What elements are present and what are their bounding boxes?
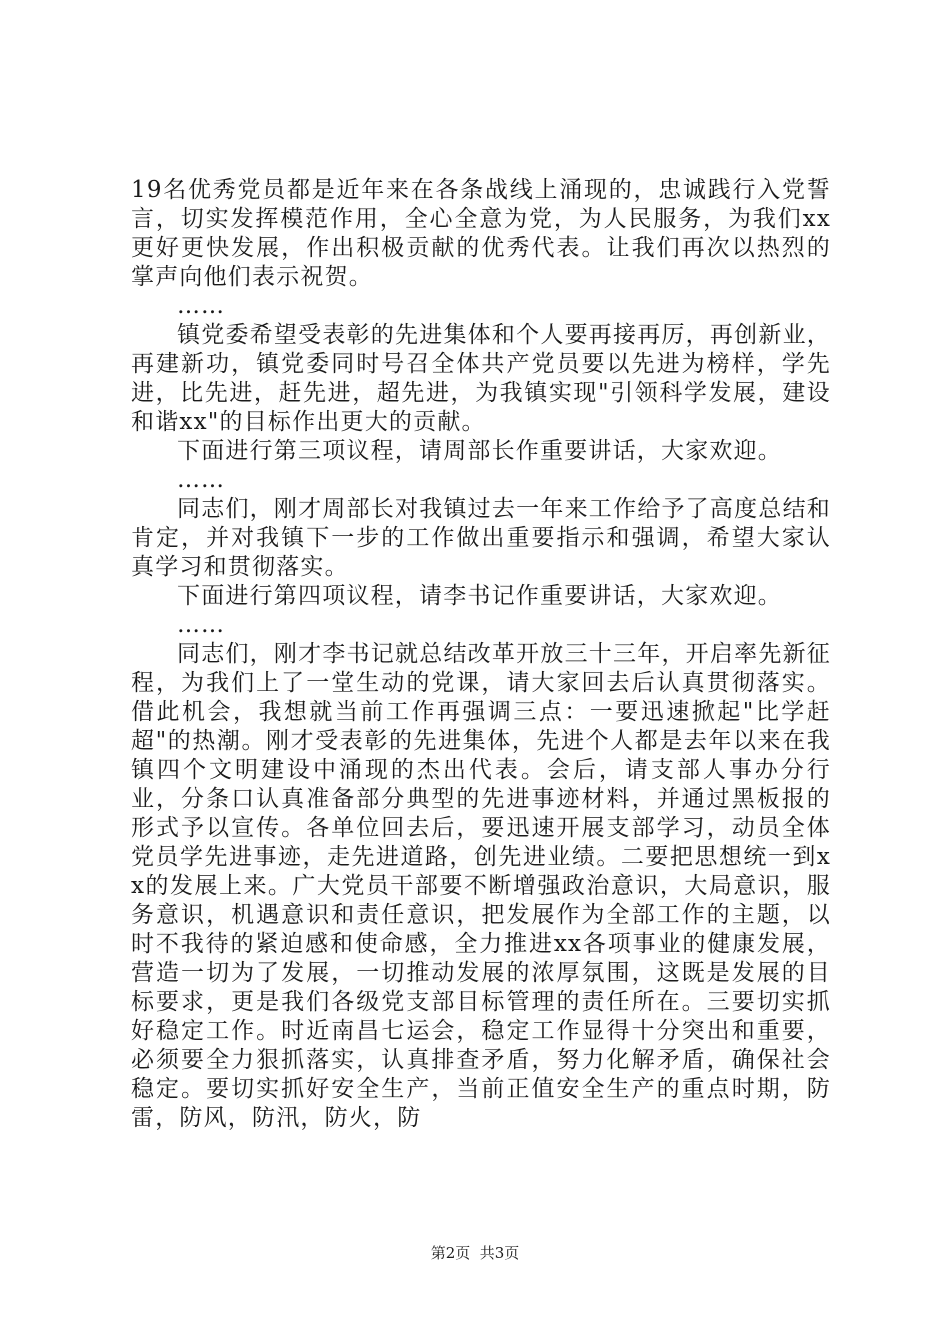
paragraph-honorees: 19名优秀党员都是近年来在各条战线上涌现的，忠诚践行入党誓言，切实发挥模范作用，全心全意为党，为人民服务，为我们xx更好更快发展，作出积极贡献的优秀代表。让我们再次以热烈的掌声向他们表示祝贺。 [131,177,831,290]
paragraph-agenda-item-three: 下面进行第三项议程，请周部长作重要讲话，大家欢迎。 [177,438,782,464]
paragraph-closing-remarks: 同志们，刚才李书记就总结改革开放三十三年，开启率先新征程，为我们上了一堂生动的党课，请大家回去后认真贯彻落实。借此机会，我想就当前工作再强调三点：一要迅速掀起"比学赶超"的热潮。刚才受表彰的先进集体，先进个人都是去年以来在我镇四个文明建设中涌现的杰出代表。会后，请支部人事办分行业，分条口认真准备部分典型的先进事迹材料，并通过黑板报的形式予以宣传。各单位回去后，要迅速开展支部学习，动员全体党员学先进事迹，走先进道路，创先进业绩。二要把思想统一到xx的发展上来。广大党员干部要不断增强政治意识，大局意识，服务意识，机遇意识和责任意识，把发展作为全部工作的主题，以时不我待的紧迫感和使命感，全力推进xx各项事业的健康发展，营造一切为了发展，一切推动发展的浓厚氛围，这既是发展的目标要求，更是我们各级党支部目标管理的责任所在。三要切实抓好稳定工作。时近南昌七运会，稳定工作显得十分突出和重要，必须要全力狠抓落实，认真排查矛盾，努力化解矛盾，确保社会稳定。要切实抓好安全生产，当前正值安全生产的重点时期，防雷，防风，防汛，防火，防 [131,641,831,1131]
ellipsis-1: …… [177,293,225,319]
page-number: 第2页 共3页 [430,1244,520,1262]
page-footer [0,1243,950,1263]
paragraph-agenda-item-four: 下面进行第四项议程，请李书记作重要讲话，大家欢迎。 [177,583,782,609]
ellipsis-2: …… [177,467,225,493]
document-body [131,176,831,1133]
ellipsis-3: …… [177,612,225,638]
paragraph-minister-summary: 同志们，刚才周部长对我镇过去一年来工作给予了高度总结和肯定，并对我镇下一步的工作做出重要指示和强调，希望大家认真学习和贯彻落实。 [131,496,831,580]
paragraph-party-committee-call: 镇党委希望受表彰的先进集体和个人要再接再厉，再创新业，再建新功，镇党委同时号召全体共产党员要以先进为榜样，学先进，比先进，赶先进，超先进，为我镇实现"引领科学发展，建设和谐xx"的目标作出更大的贡献。 [131,322,831,435]
